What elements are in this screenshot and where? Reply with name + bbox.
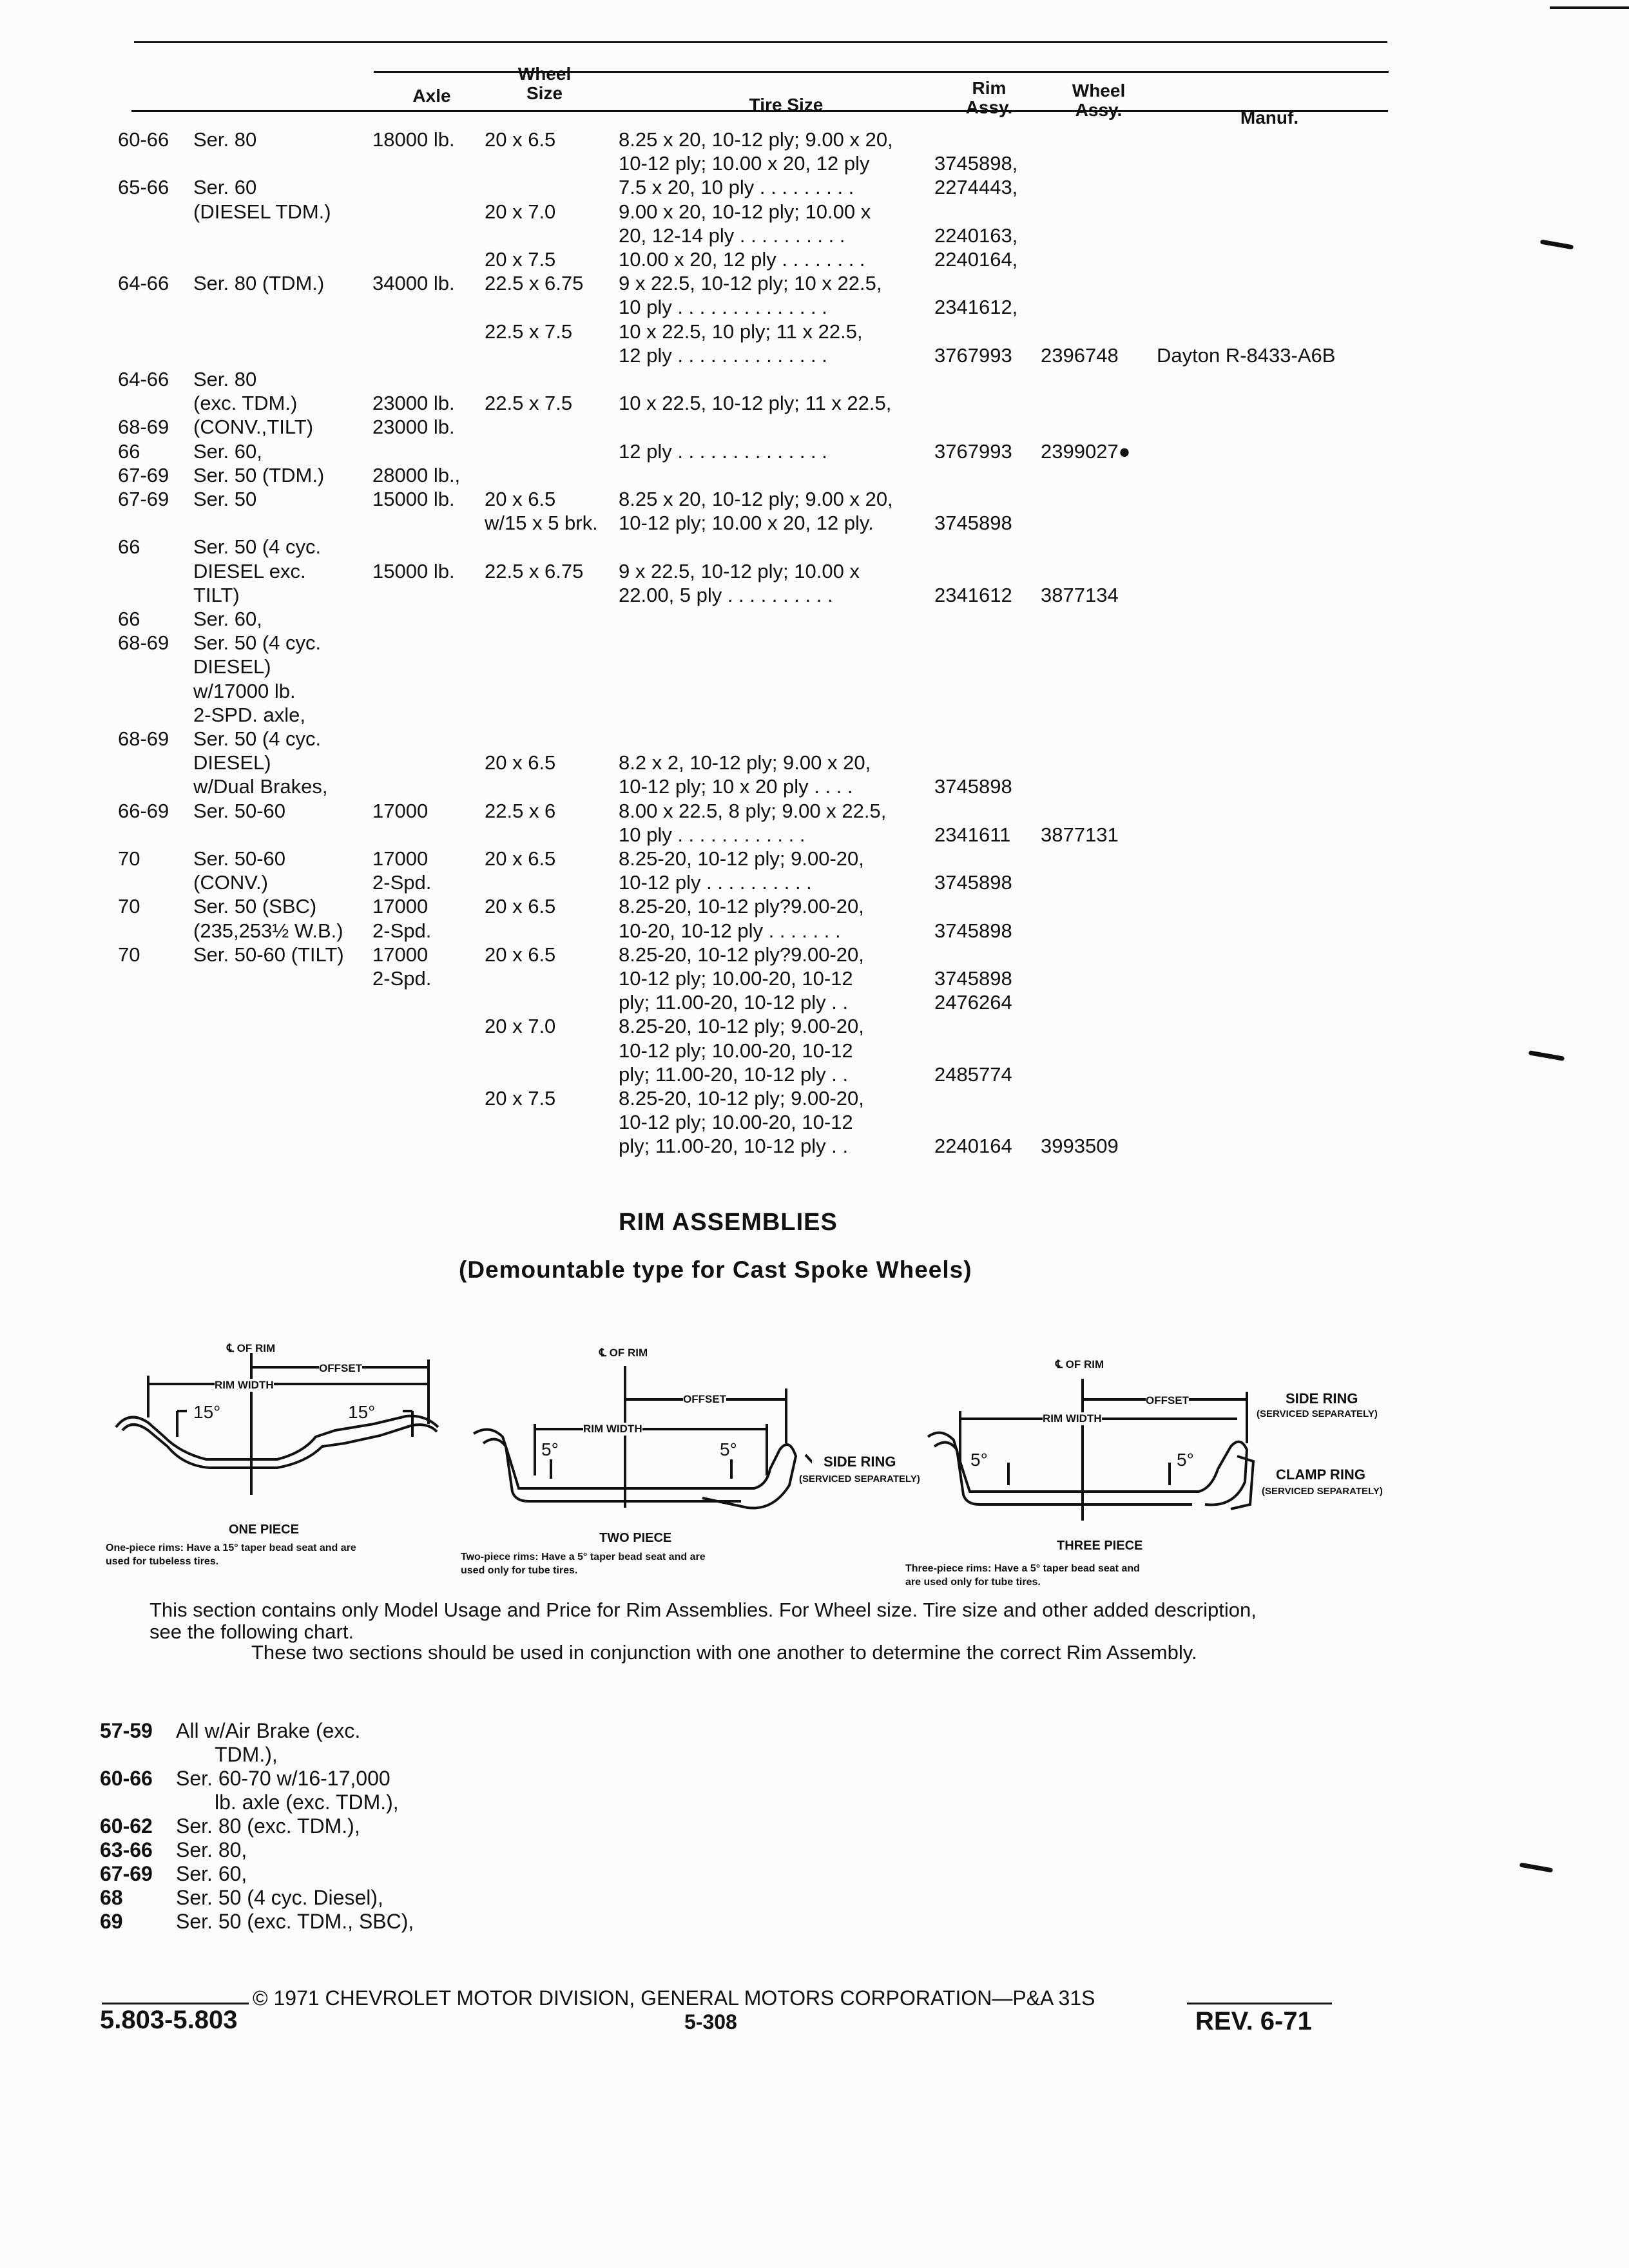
cell-tire: 8.25-20, 10-12 ply; 9.00-20,: [619, 1087, 864, 1110]
three-angle-left: 5°: [970, 1450, 988, 1470]
usage-year: [100, 1791, 176, 1814]
cell-tire: 10 x 22.5, 10 ply; 11 x 22.5,: [619, 320, 863, 343]
cell-year: 64-66: [118, 368, 169, 390]
cell-tire: 8.00 x 22.5, 8 ply; 9.00 x 22.5,: [619, 800, 887, 822]
footer-rule-left: [102, 2003, 249, 2004]
cell-tire: 10-12 ply . . . . . . . . . .: [619, 871, 812, 894]
cell-tire: 8.25-20, 10-12 ply; 9.00-20,: [619, 847, 864, 870]
cell-tire: 8.25 x 20, 10-12 ply; 9.00 x 20,: [619, 128, 893, 151]
cell-axle: 34000 lb.: [372, 272, 455, 294]
edge-mark: [1519, 1863, 1553, 1873]
cell-model: Ser. 50 (4 cyc.: [193, 535, 322, 558]
cell-axle: 2-Spd.: [372, 967, 432, 990]
usage-year: 60-66: [100, 1767, 153, 1790]
cell-tire: 10 ply . . . . . . . . . . . .: [619, 823, 805, 846]
cell-model: Ser. 50 (4 cyc.: [193, 631, 322, 654]
one-piece-rim-drawing: [103, 1340, 451, 1533]
one-piece-caption: ONE PIECE: [229, 1523, 299, 1537]
cell-wheel: 20 x 6.5: [485, 895, 556, 918]
cell-axle: 2-Spd.: [372, 919, 432, 942]
usage-text: Ser. 60,: [176, 1862, 247, 1885]
cell-wheel-assy: 2396748: [1041, 344, 1119, 367]
cell-tire: 10-12 ply; 10.00-20, 10-12: [619, 967, 853, 990]
cell-year: 70: [118, 943, 140, 966]
cell-model: Ser. 50 (TDM.): [193, 464, 325, 486]
cell-rim: 3745898: [934, 775, 1012, 798]
two-piece-rim-drawing: [464, 1353, 812, 1533]
cell-tire: ply; 11.00-20, 10-12 ply . .: [619, 991, 849, 1014]
cell-year: 66: [118, 608, 140, 630]
cell-tire: 10-12 ply; 10.00-20, 10-12: [619, 1039, 853, 1062]
header-line: Wheel: [1072, 81, 1126, 101]
cell-rim: 2341611: [934, 823, 1011, 846]
usage-row: [100, 1862, 414, 1886]
top-rule: [134, 41, 1387, 43]
cell-model: DIESEL): [193, 751, 271, 774]
cell-rim: 3745898,: [934, 152, 1018, 175]
usage-row: [100, 1791, 414, 1814]
section-subtitle: (Demountable type for Cast Spoke Wheels): [459, 1256, 972, 1283]
cell-tire: 20, 12-14 ply . . . . . . . . . .: [619, 224, 845, 247]
cell-rim: 3745898: [934, 871, 1012, 894]
cell-axle: 17000: [372, 943, 429, 966]
header-line: Assy.: [1075, 100, 1123, 120]
cell-model: 2-SPD. axle,: [193, 704, 306, 726]
cell-model: Ser. 60,: [193, 608, 262, 630]
col-tire-size-header: Tire Size: [749, 95, 824, 115]
cell-wheel: 20 x 7.0: [485, 1015, 556, 1037]
footer-page-number: 5-308: [684, 2010, 737, 2033]
header-line: Rim: [972, 78, 1007, 98]
cell-wheel: 22.5 x 6.75: [485, 560, 584, 582]
col-wheel-size-header: [509, 64, 580, 103]
cell-model: (235,253½ W.B.): [193, 919, 343, 942]
usage-row: [100, 1743, 414, 1767]
col-wheel-assy-header: [1063, 81, 1134, 120]
two-angle-left: 5°: [541, 1439, 559, 1459]
three-piece-rim-drawing: [915, 1366, 1276, 1533]
usage-row: [100, 1886, 414, 1910]
usage-text: All w/Air Brake (exc.: [176, 1719, 361, 1742]
footer-rule-right: [1187, 2003, 1332, 2004]
cell-tire: 8.25-20, 10-12 ply?9.00-20,: [619, 895, 864, 918]
usage-text: Ser. 60-70 w/16-17,000: [176, 1767, 390, 1790]
cell-year: 68-69: [118, 416, 169, 438]
cell-model: Ser. 50-60: [193, 800, 286, 822]
cell-axle: 23000 lb.: [372, 392, 455, 414]
three-angle-right: 5°: [1177, 1450, 1194, 1470]
usage-row: [100, 1767, 414, 1791]
cell-wheel: w/15 x 5 brk.: [485, 512, 598, 534]
cell-year: 66: [118, 440, 140, 463]
cell-model: Ser. 80: [193, 128, 257, 151]
cell-axle: 2-Spd.: [372, 871, 432, 894]
two-serviced-label: (SERVICED SEPARATELY): [799, 1474, 920, 1485]
one-angle-right: 15°: [348, 1402, 376, 1422]
usage-year: 57-59: [100, 1719, 153, 1742]
cell-axle: 17000: [372, 895, 429, 918]
cell-rim: 3745898: [934, 967, 1012, 990]
cell-rim: 2476264: [934, 991, 1012, 1014]
two-piece-desc-2: used only for tube tires.: [461, 1565, 578, 1576]
cell-tire: 10.00 x 20, 12 ply . . . . . . . .: [619, 248, 865, 271]
three-clamp-ring-label: CLAMP RING: [1276, 1466, 1365, 1483]
two-cl-label: ℄ OF RIM: [599, 1347, 648, 1359]
cell-rim: 2341612,: [934, 296, 1018, 318]
cell-model: Ser. 50 (SBC): [193, 895, 317, 918]
one-angle-left: 15°: [193, 1402, 221, 1422]
three-cl-label: ℄ OF RIM: [1055, 1358, 1104, 1370]
cell-tire: 12 ply . . . . . . . . . . . . . .: [619, 440, 827, 463]
cell-wheel-assy: 2399027●: [1041, 440, 1131, 463]
usage-year: 69: [100, 1910, 123, 1933]
cell-model: (DIESEL TDM.): [193, 200, 331, 223]
three-side-ring-label: SIDE RING: [1286, 1390, 1358, 1407]
header-line: Size: [526, 83, 563, 103]
two-side-ring-label: SIDE RING: [824, 1454, 896, 1470]
usage-year: [100, 1743, 176, 1767]
cell-rim: 3745898: [934, 512, 1012, 534]
two-rim-width-label: RIM WIDTH: [583, 1423, 642, 1435]
cell-tire: 22.00, 5 ply . . . . . . . . . .: [619, 584, 833, 606]
cell-axle: 17000: [372, 800, 429, 822]
usage-year: 68: [100, 1886, 123, 1909]
cell-tire: 8.2 x 2, 10-12 ply; 9.00 x 20,: [619, 751, 871, 774]
usage-year: 63-66: [100, 1838, 153, 1861]
edge-mark: [1540, 240, 1574, 250]
three-serviced-label-1: (SERVICED SEPARATELY): [1257, 1408, 1378, 1419]
cell-wheel: 20 x 7.5: [485, 1087, 556, 1110]
usage-text: Ser. 80 (exc. TDM.),: [176, 1814, 360, 1838]
cell-tire: 10-12 ply; 10 x 20 ply . . . .: [619, 775, 853, 798]
two-offset-label: OFFSET: [683, 1393, 727, 1405]
cell-wheel-assy: 3877134: [1041, 584, 1119, 606]
cell-wheel: 20 x 6.5: [485, 847, 556, 870]
cell-axle: 23000 lb.: [372, 416, 455, 438]
usage-text: Ser. 50 (4 cyc. Diesel),: [176, 1886, 383, 1909]
cell-axle: 15000 lb.: [372, 560, 455, 582]
corner-rule: [1550, 6, 1629, 9]
one-cl-label: ℄ OF RIM: [227, 1342, 276, 1354]
col-axle-header: Axle: [412, 86, 451, 106]
cell-axle: 28000 lb.,: [372, 464, 461, 486]
footer-left-code: 5.803-5.803: [100, 2006, 238, 2034]
usage-text: Ser. 50 (exc. TDM., SBC),: [176, 1910, 414, 1933]
cell-year: 66: [118, 535, 140, 558]
cell-model: Ser. 50-60: [193, 847, 286, 870]
one-rim-width-label: RIM WIDTH: [215, 1379, 274, 1391]
cell-tire: 7.5 x 20, 10 ply . . . . . . . . .: [619, 176, 854, 198]
cell-model: w/Dual Brakes,: [193, 775, 328, 798]
cell-year: 67-69: [118, 464, 169, 486]
usage-text: lb. axle (exc. TDM.),: [215, 1791, 399, 1814]
cell-rim: 2485774: [934, 1063, 1012, 1086]
one-offset-label: OFFSET: [319, 1362, 363, 1374]
usage-text: Ser. 80,: [176, 1838, 247, 1861]
cell-model: DIESEL exc.: [193, 560, 306, 582]
cell-rim: 3767993: [934, 440, 1012, 463]
cell-axle: 17000: [372, 847, 429, 870]
usage-year: 67-69: [100, 1862, 153, 1885]
cell-year: 68-69: [118, 727, 169, 750]
cell-year: 64-66: [118, 272, 169, 294]
col-rim-assy-header: [954, 79, 1025, 117]
note-paragraph-2: These two sections should be used in conjunction with one another to determine the correct Rim Assembly.: [251, 1641, 1197, 1664]
cell-model: (CONV.,TILT): [193, 416, 314, 438]
cell-rim: 2341612: [934, 584, 1012, 606]
usage-row: [100, 1838, 414, 1862]
cell-year: 60-66: [118, 128, 169, 151]
cell-tire: ply; 11.00-20, 10-12 ply . .: [619, 1063, 849, 1086]
cell-tire: 8.25-20, 10-12 ply?9.00-20,: [619, 943, 864, 966]
cell-model: Ser. 60,: [193, 440, 262, 463]
cell-year: 65-66: [118, 176, 169, 198]
cell-wheel: 20 x 7.0: [485, 200, 556, 223]
cell-model: Ser. 50: [193, 488, 257, 510]
cell-tire: 10 x 22.5, 10-12 ply; 11 x 22.5,: [619, 392, 892, 414]
cell-model: w/17000 lb.: [193, 680, 296, 702]
usage-text: TDM.),: [215, 1743, 278, 1766]
cell-rim: 3767993: [934, 344, 1012, 367]
cell-model: Ser. 60: [193, 176, 257, 198]
cell-model: DIESEL): [193, 655, 271, 678]
cell-wheel-assy: 3993509: [1041, 1135, 1119, 1157]
cell-wheel: 22.5 x 6.75: [485, 272, 584, 294]
cell-year: 68-69: [118, 631, 169, 654]
cell-model: Ser. 80: [193, 368, 257, 390]
cell-wheel-assy: 3877131: [1041, 823, 1119, 846]
three-serviced-label-2: (SERVICED SEPARATELY): [1262, 1486, 1383, 1497]
three-rim-width-label: RIM WIDTH: [1043, 1412, 1102, 1425]
cell-axle: 18000 lb.: [372, 128, 455, 151]
cell-model: Ser. 50-60 (TILT): [193, 943, 344, 966]
header-line: Wheel: [517, 64, 572, 84]
two-angle-right: 5°: [720, 1439, 737, 1459]
cell-tire: 12 ply . . . . . . . . . . . . . .: [619, 344, 827, 367]
footer-copyright: © 1971 CHEVROLET MOTOR DIVISION, GENERAL MOTORS CORPORATION—P&A 31S: [253, 1986, 1095, 2010]
three-piece-desc-1: Three-piece rims: Have a 5° taper bead seat and: [905, 1563, 1140, 1574]
section-title: RIM ASSEMBLIES: [619, 1209, 838, 1236]
two-piece-desc-1: Two-piece rims: Have a 5° taper bead seat and are: [461, 1552, 706, 1562]
cell-model: TILT): [193, 584, 240, 606]
cell-tire: 9.00 x 20, 10-12 ply; 10.00 x: [619, 200, 871, 223]
cell-rim: 2274443,: [934, 176, 1018, 198]
col-manuf-header: Manuf.: [1240, 108, 1299, 128]
one-piece-desc-2: used for tubeless tires.: [106, 1556, 219, 1567]
cell-tire: 10-12 ply; 10.00-20, 10-12: [619, 1111, 853, 1133]
cell-axle: 15000 lb.: [372, 488, 455, 510]
cell-model: Ser. 80 (TDM.): [193, 272, 325, 294]
note-paragraph-1: This section contains only Model Usage and Price for Rim Assemblies. For Wheel size. Tire size and other added description, see the following chart.: [149, 1599, 1257, 1643]
two-piece-caption: TWO PIECE: [599, 1531, 672, 1545]
cell-tire: 9 x 22.5, 10-12 ply; 10 x 22.5,: [619, 272, 882, 294]
cell-tire: 10-12 ply; 10.00 x 20, 12 ply.: [619, 512, 874, 534]
cell-tire: 8.25 x 20, 10-12 ply; 9.00 x 20,: [619, 488, 893, 510]
cell-tire: 9 x 22.5, 10-12 ply; 10.00 x: [619, 560, 860, 582]
cell-year: 66-69: [118, 800, 169, 822]
cell-wheel: 22.5 x 6: [485, 800, 556, 822]
edge-mark: [1528, 1050, 1565, 1061]
cell-wheel: 22.5 x 7.5: [485, 392, 573, 414]
cell-tire: 10-12 ply; 10.00 x 20, 12 ply: [619, 152, 870, 175]
cell-model: (CONV.): [193, 871, 268, 894]
one-piece-desc-1: One-piece rims: Have a 15° taper bead seat and are: [106, 1542, 356, 1553]
footer-revision: REV. 6-71: [1195, 2007, 1312, 2035]
cell-wheel: 20 x 6.5: [485, 128, 556, 151]
cell-tire: 10-20, 10-12 ply . . . . . . .: [619, 919, 841, 942]
cell-tire: 8.25-20, 10-12 ply; 9.00-20,: [619, 1015, 864, 1037]
cell-tire: ply; 11.00-20, 10-12 ply . .: [619, 1135, 849, 1157]
cell-rim: 2240164: [934, 1135, 1012, 1157]
usage-row: [100, 1910, 414, 1934]
cell-model: Ser. 50 (4 cyc.: [193, 727, 322, 750]
cell-rim: 2240163,: [934, 224, 1018, 247]
three-piece-caption: THREE PIECE: [1057, 1539, 1143, 1553]
cell-year: 70: [118, 895, 140, 918]
header-line: Assy.: [965, 97, 1013, 117]
usage-row: [100, 1719, 414, 1743]
model-usage-list: [100, 1719, 414, 1934]
usage-year: 60-62: [100, 1814, 153, 1838]
usage-row: [100, 1814, 414, 1838]
cell-manuf: Dayton R-8433-A6B: [1157, 344, 1336, 367]
cell-model: (exc. TDM.): [193, 392, 298, 414]
cell-year: 70: [118, 847, 140, 870]
three-offset-label: OFFSET: [1146, 1394, 1190, 1407]
cell-wheel: 20 x 6.5: [485, 751, 556, 774]
cell-tire: 10 ply . . . . . . . . . . . . . .: [619, 296, 827, 318]
cell-wheel: 20 x 6.5: [485, 488, 556, 510]
cell-rim: 3745898: [934, 919, 1012, 942]
cell-rim: 2240164,: [934, 248, 1018, 271]
cell-wheel: 20 x 6.5: [485, 943, 556, 966]
cell-wheel: 22.5 x 7.5: [485, 320, 573, 343]
cell-year: 67-69: [118, 488, 169, 510]
three-piece-desc-2: are used only for tube tires.: [905, 1577, 1041, 1588]
cell-wheel: 20 x 7.5: [485, 248, 556, 271]
